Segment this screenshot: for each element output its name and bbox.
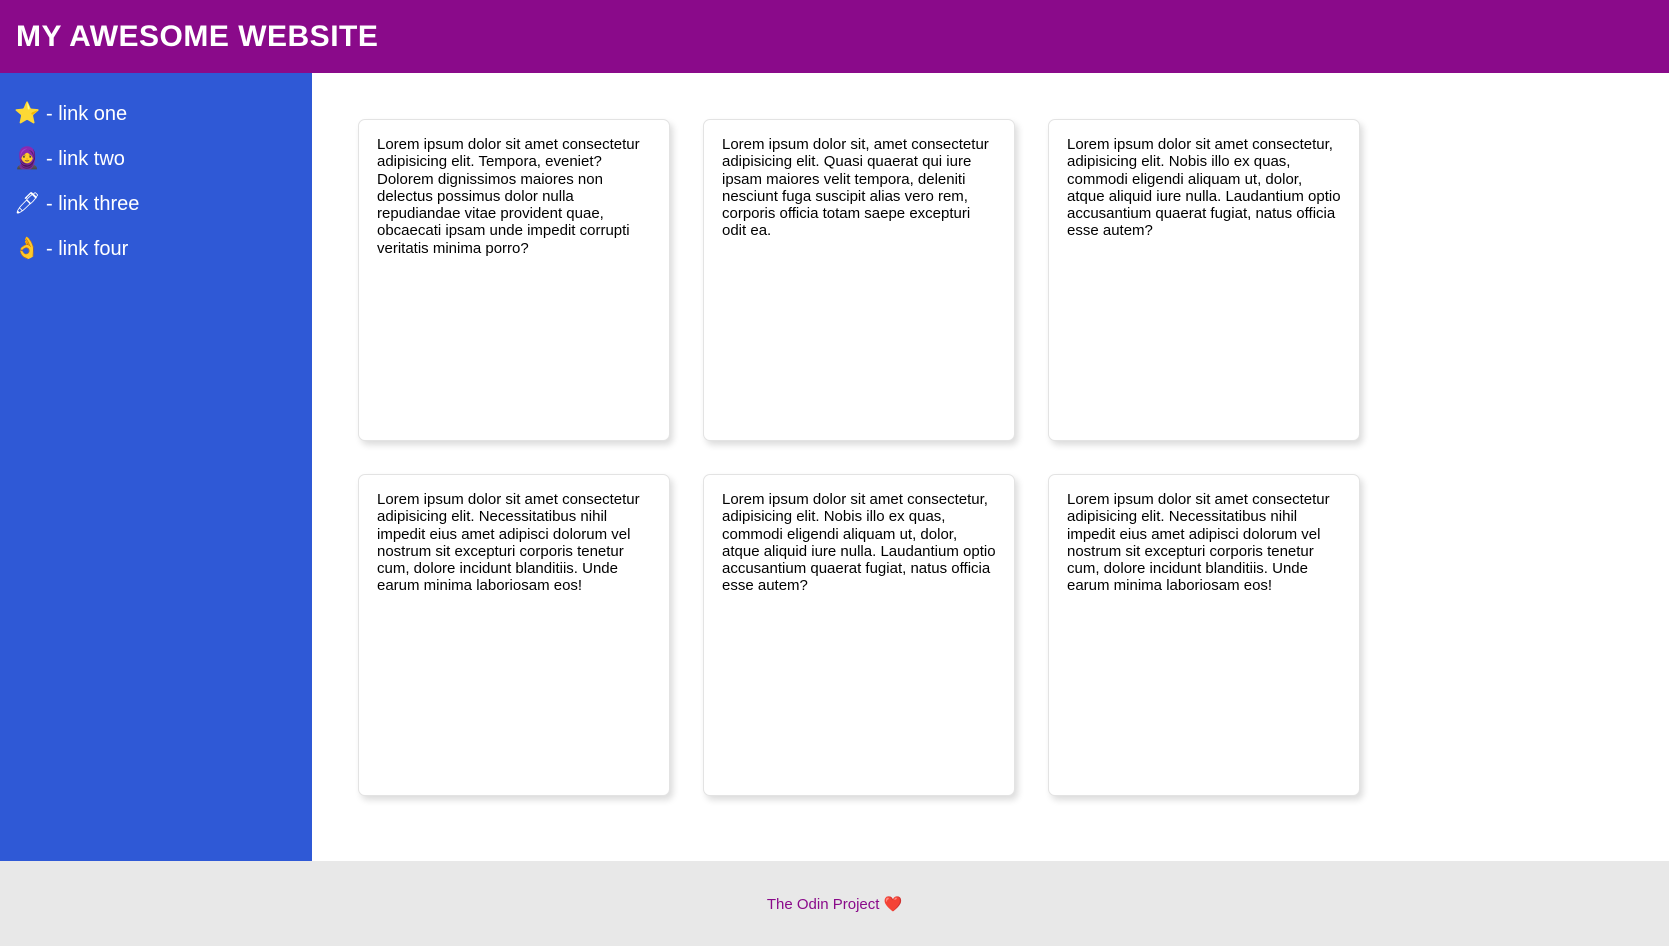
card-text: Lorem ipsum dolor sit amet consectetur, adipisicing elit. Nobis illo ex quas, commodi eligendi aliquam ut, dolor, atque aliquid iure nulla. Laudantium optio accusantium quaerat fugiat, natus officia esse autem? [722, 491, 996, 595]
sidebar-item-label: - link one [46, 102, 128, 125]
sidebar-nav-list [0, 91, 312, 271]
sidebar-item-label: - link three [46, 192, 140, 215]
main-content [312, 73, 1669, 861]
card-text: Lorem ipsum dolor sit amet consectetur, adipisicing elit. Nobis illo ex quas, commodi eligendi aliquam ut, dolor, atque aliquid iure nulla. Laudantium optio accusantium quaerat fugiat, natus officia esse autem? [1067, 136, 1341, 240]
footer-credit [767, 895, 902, 913]
content-card [1048, 474, 1360, 796]
body-row [0, 73, 1669, 861]
content-card [703, 119, 1015, 441]
card-text: Lorem ipsum dolor sit amet consectetur adipisicing elit. Necessitatibus nihil impedit eius amet adipisci dolorum vel nostrum sit excepturi corporis tenetur cum, dolore incidunt blanditiis. Unde earum minima laboriosam eos! [377, 491, 640, 595]
sidebar-item-label: - link four [46, 237, 129, 260]
ok-hand-icon: 👌 [14, 237, 41, 260]
card-text: Lorem ipsum dolor sit amet consectetur adipisicing elit. Tempora, eveniet? Dolorem dignissimos maiores non delectus possimus dolor nulla repudiandae vitae provident quae, obcaecati ipsam unde impedit corrupti veritatis minima porro? [377, 136, 640, 257]
card-grid [312, 119, 1669, 796]
star-icon: ⭐ [14, 102, 41, 125]
site-header [0, 0, 1669, 73]
card-text: Lorem ipsum dolor sit amet consectetur adipisicing elit. Necessitatibus nihil impedit eius amet adipisci dolorum vel nostrum sit excepturi corporis tenetur cum, dolore incidunt blanditiis. Unde earum minima laboriosam eos! [1067, 491, 1330, 595]
content-card [358, 119, 670, 441]
page-title: MY AWESOME WEBSITE [16, 19, 379, 53]
content-card [1048, 119, 1360, 441]
sidebar-item-link-one[interactable] [0, 91, 312, 136]
heart-icon: ❤️ [883, 895, 903, 913]
site-footer [0, 861, 1669, 946]
content-card [703, 474, 1015, 796]
person-icon: 🧕 [14, 147, 41, 170]
sidebar-item-label: - link two [46, 147, 125, 170]
sidebar-item-link-three[interactable] [0, 181, 312, 226]
sidebar-item-link-four[interactable] [0, 226, 312, 271]
footer-credit-label: The Odin Project [766, 895, 880, 913]
card-text: Lorem ipsum dolor sit, amet consectetur adipisicing elit. Quasi quaerat qui iure ipsam maiores velit tempora, deleniti nesciunt fuga suscipit alias vero rem, corporis officia totam saepe excepturi odit ea. [722, 136, 989, 240]
pen-icon: 🖊 [14, 192, 41, 215]
sidebar [0, 73, 312, 861]
sidebar-item-link-two[interactable] [0, 136, 312, 181]
content-card [358, 474, 670, 796]
